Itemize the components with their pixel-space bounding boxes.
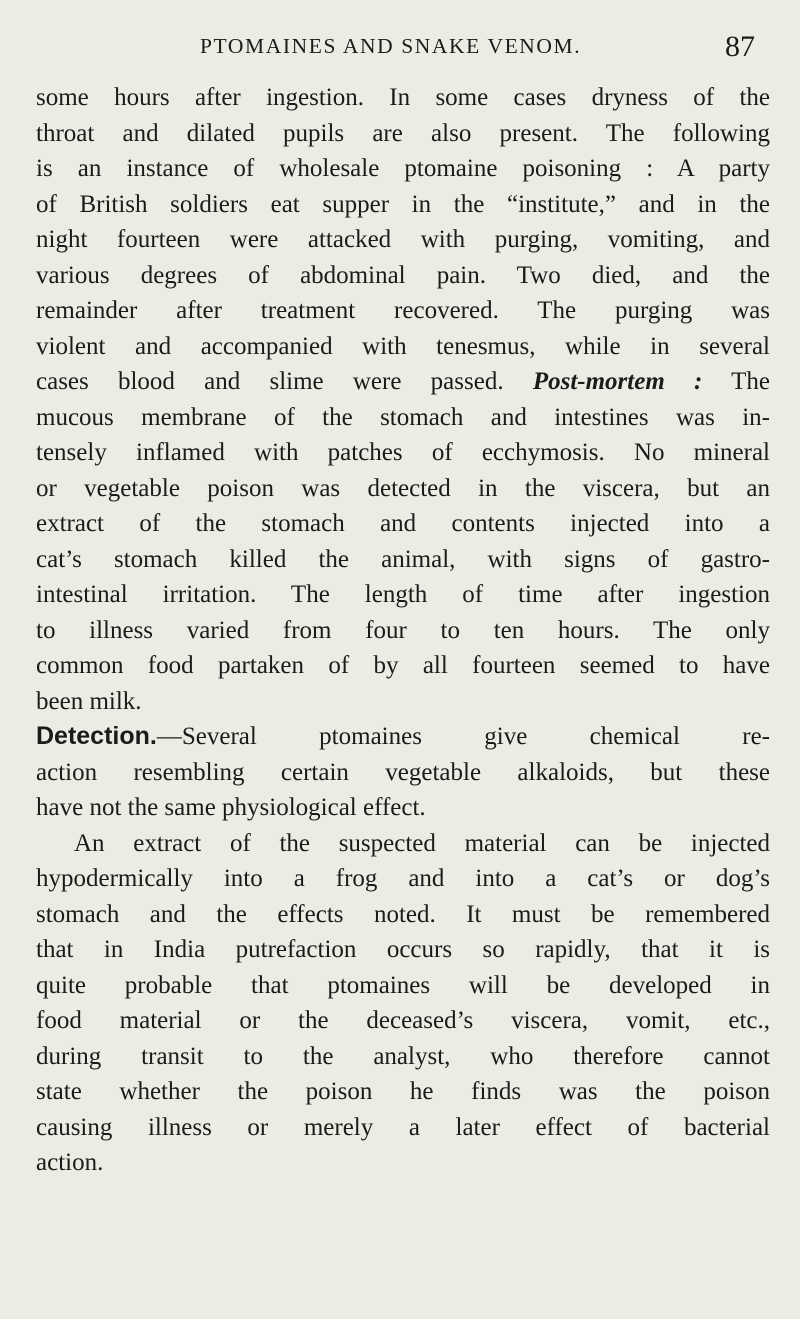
text-line: remainder after treatment recovered. The purging was bbox=[36, 297, 770, 324]
text-line: tensely inflamed with patches of ecchymosis. No mineral bbox=[36, 439, 770, 466]
text-line: or vegetable poison was detected in the viscera, but an bbox=[36, 474, 770, 502]
text-line: state whether the poison he finds was the poison bbox=[36, 1078, 770, 1105]
text-line: intestinal irritation. The length of time after ingestion bbox=[36, 581, 770, 608]
post-mortem-label: Post-mortem : bbox=[532, 368, 703, 395]
text-line: food material or the deceased’s viscera, vomit, etc., bbox=[36, 1007, 770, 1034]
text-line: some hours after ingestion. In some cases dryness of the bbox=[36, 84, 770, 111]
text-line: throat and dilated pupils are also present. The following bbox=[36, 119, 770, 147]
text-line: An extract of the suspected material can be injected bbox=[74, 829, 770, 857]
text-line: cat’s stomach killed the animal, with signs of gastro- bbox=[36, 545, 770, 573]
paragraph-extract-test bbox=[36, 826, 770, 1181]
text-line: extract of the stomach and contents injected into a bbox=[36, 510, 770, 537]
text-line: various degrees of abdominal pain. Two died, and the bbox=[36, 261, 770, 289]
page-number: 87 bbox=[725, 30, 755, 63]
text-line: quite probable that ptomaines will be developed in bbox=[36, 971, 770, 999]
text-line: have not the same physiological effect. bbox=[36, 794, 426, 821]
text-line: mucous membrane of the stomach and intestines was in- bbox=[36, 403, 770, 431]
text-run: The bbox=[731, 368, 770, 395]
text-line: action resembling certain vegetable alkaloids, but these bbox=[36, 758, 770, 786]
text-line: of British soldiers eat supper in the “institute,” and in the bbox=[36, 190, 770, 218]
text-line: violent and accompanied with tenesmus, while in several bbox=[36, 332, 770, 360]
text-run: —Several ptomaines give chemical re- bbox=[156, 723, 770, 750]
detection-heading: Detection. bbox=[36, 722, 157, 750]
text-line: action. bbox=[36, 1149, 104, 1176]
text-line: night fourteen were attacked with purging, vomiting, and bbox=[36, 226, 770, 253]
text-line: common food partaken of by all fourteen seemed to have bbox=[36, 652, 770, 679]
running-title: PTOMAINES AND SNAKE VENOM. bbox=[200, 34, 582, 58]
text-line: that in India putrefaction occurs so rapidly, that it is bbox=[36, 936, 770, 963]
text-line: during transit to the analyst, who therefore cannot bbox=[36, 1042, 770, 1070]
text-line: hypodermically into a frog and into a cat’s or dog’s bbox=[36, 865, 770, 892]
body-text bbox=[36, 80, 770, 1181]
running-head bbox=[0, 30, 800, 62]
paragraph-detection bbox=[36, 719, 770, 826]
text-line bbox=[36, 364, 770, 400]
text-line: is an instance of wholesale ptomaine poisoning : A party bbox=[36, 155, 770, 182]
text-line: causing illness or merely a later effect of bacterial bbox=[36, 1113, 770, 1141]
paragraph-ptomaine-case bbox=[36, 80, 770, 719]
text-run: cases blood and slime were passed. bbox=[36, 368, 504, 395]
text-line: been milk. bbox=[36, 687, 142, 715]
text-line: to illness varied from four to ten hours. The only bbox=[36, 616, 770, 644]
text-line bbox=[36, 719, 770, 755]
text-line: stomach and the effects noted. It must be remembered bbox=[36, 900, 770, 928]
